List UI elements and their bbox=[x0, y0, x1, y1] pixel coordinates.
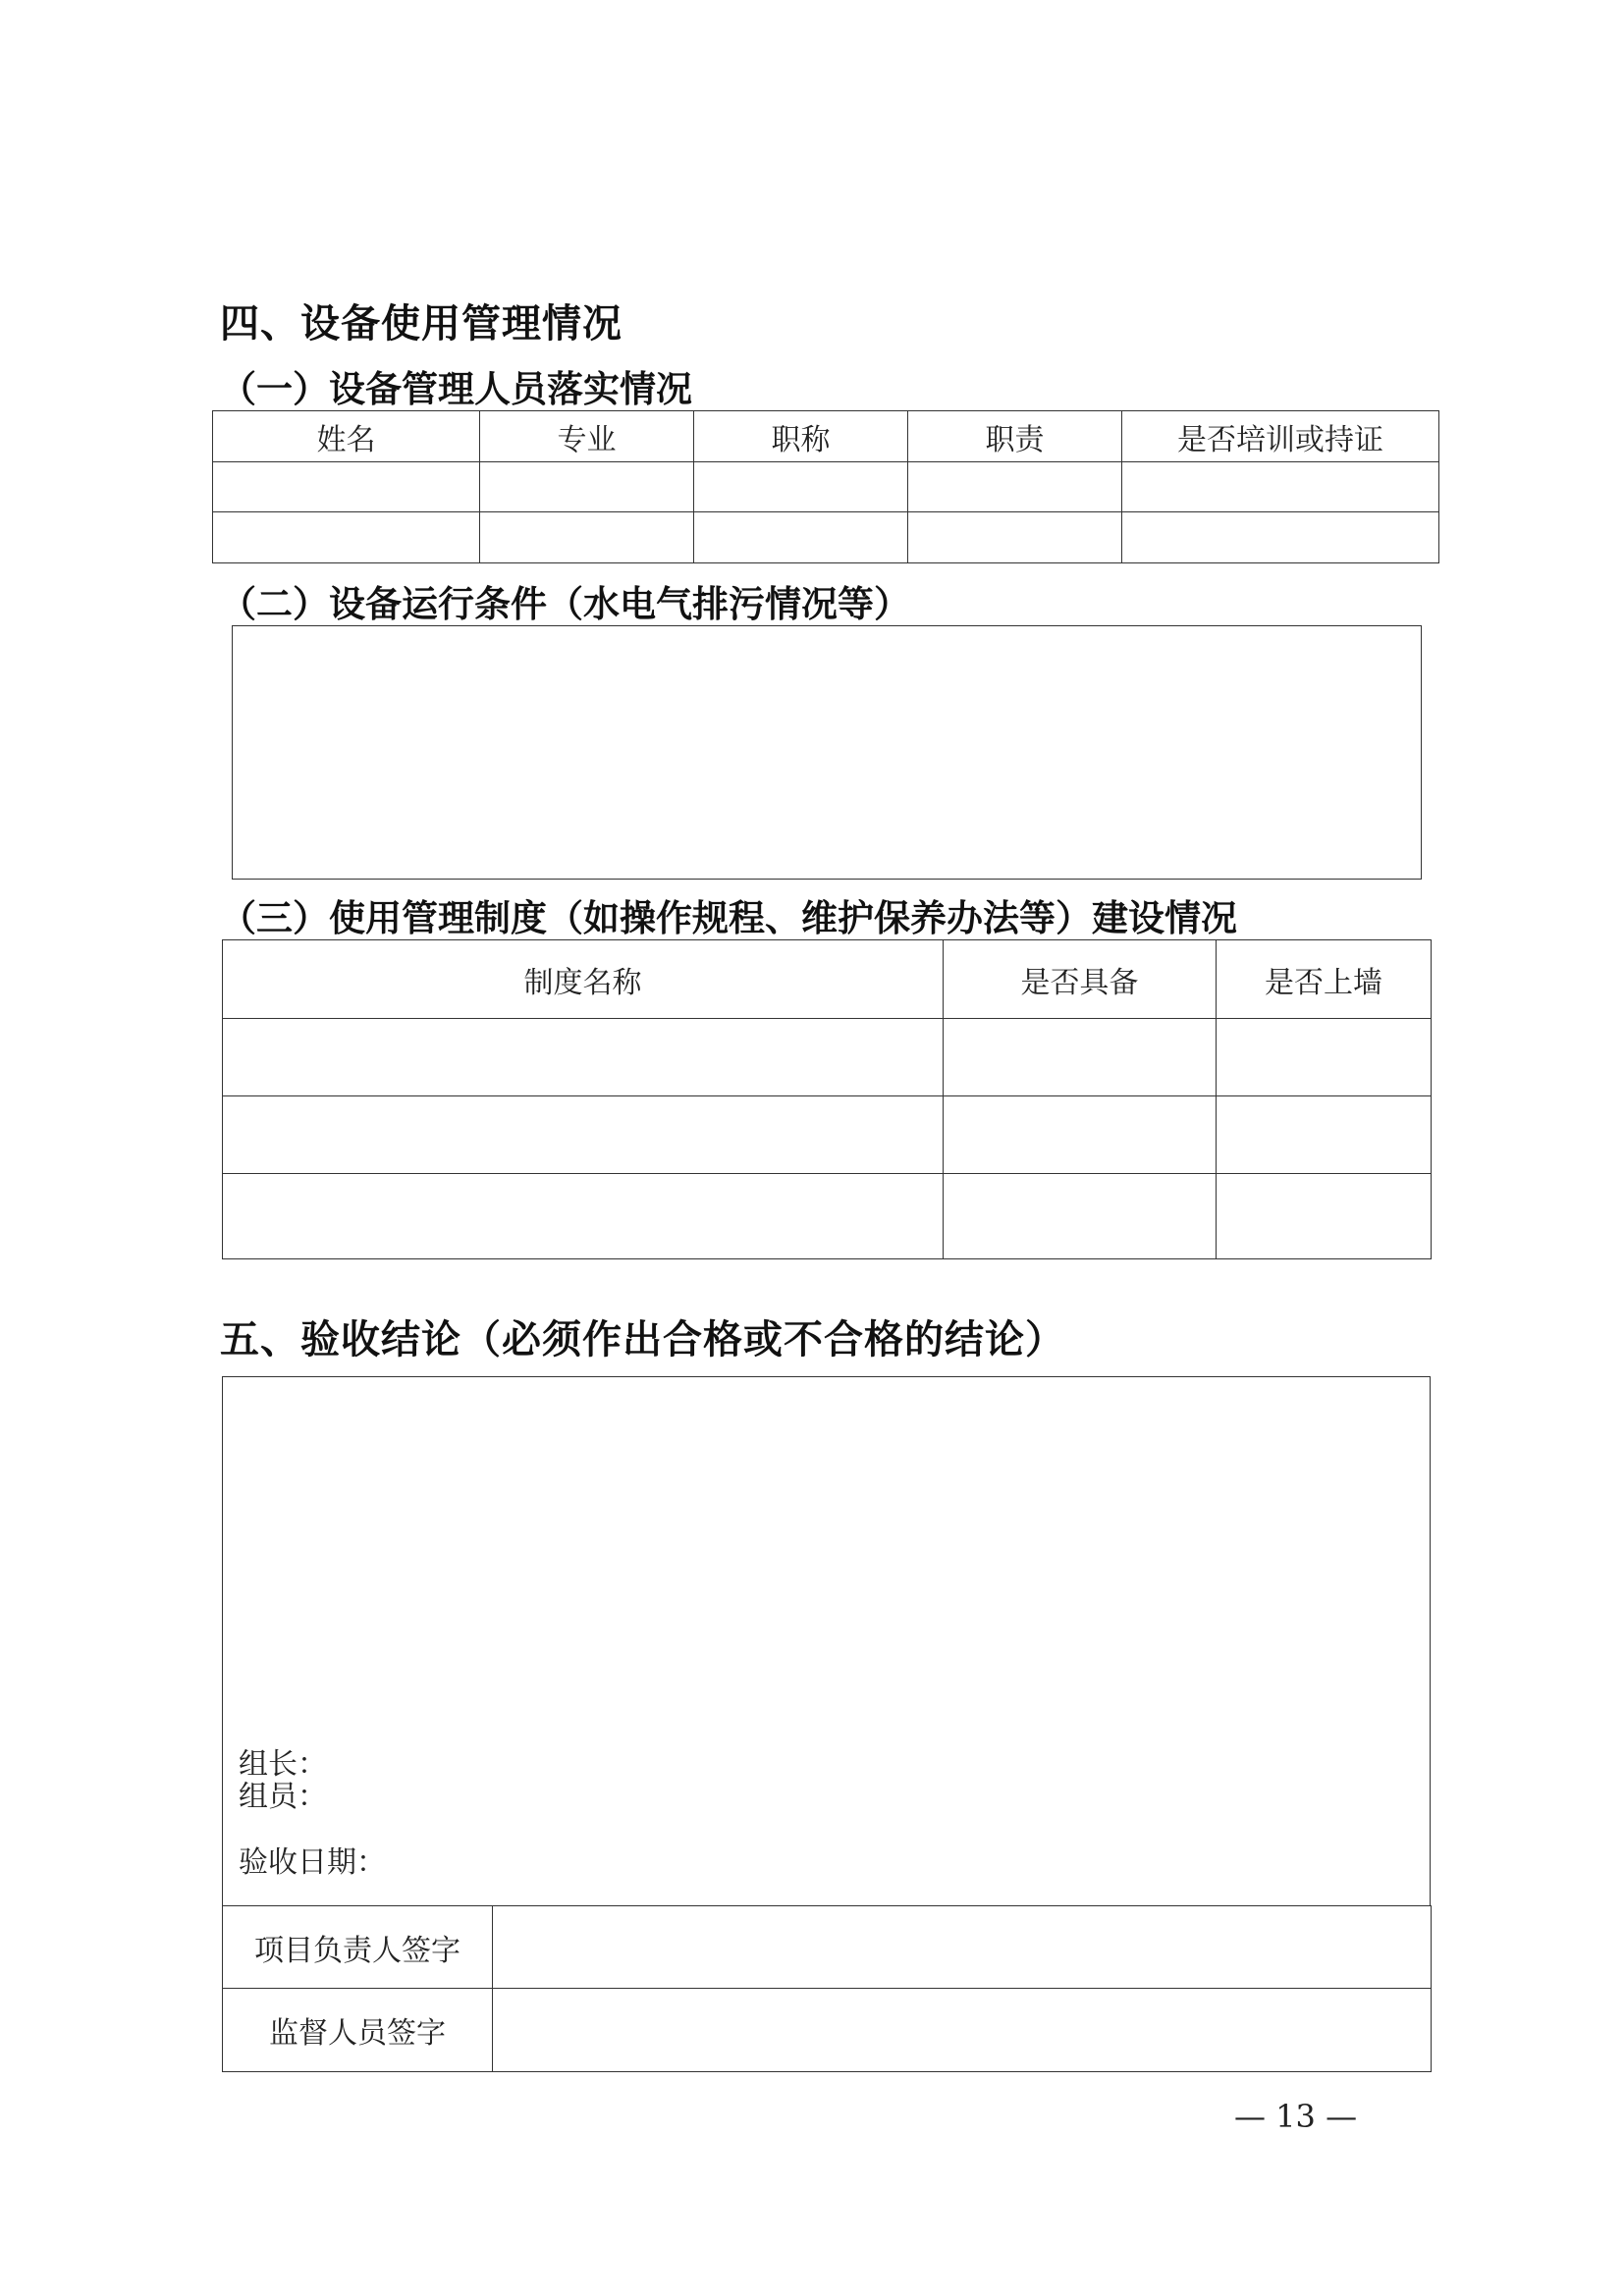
col-header-name: 姓名 bbox=[213, 411, 480, 462]
col-header-available: 是否具备 bbox=[944, 940, 1217, 1019]
table-header-row bbox=[223, 940, 1432, 1019]
member-label: 组员： bbox=[239, 1780, 327, 1814]
table-row bbox=[223, 1989, 1432, 2072]
leader-label: 组长： bbox=[239, 1747, 327, 1782]
table-row bbox=[223, 1096, 1432, 1174]
table-cell[interactable] bbox=[694, 512, 908, 563]
table-cell[interactable] bbox=[223, 1096, 944, 1174]
table-cell[interactable] bbox=[480, 462, 694, 512]
sub3-title: （三）使用管理制度（如操作规程、维护保养办法等）建设情况 bbox=[220, 896, 1237, 939]
col-header-major: 专业 bbox=[480, 411, 694, 462]
table-cell[interactable] bbox=[908, 462, 1122, 512]
conclusion-box[interactable] bbox=[222, 1376, 1431, 1906]
personnel-table bbox=[212, 410, 1439, 563]
table-row bbox=[223, 1019, 1432, 1096]
table-cell[interactable] bbox=[1122, 512, 1439, 563]
page-number: — 13 — bbox=[1234, 2098, 1358, 2135]
table-cell[interactable] bbox=[480, 512, 694, 563]
pm-sign-label: 项目负责人签字 bbox=[223, 1906, 493, 1989]
col-header-posted: 是否上墙 bbox=[1217, 940, 1432, 1019]
signature-table bbox=[222, 1905, 1432, 2072]
table-row bbox=[223, 1174, 1432, 1259]
table-row bbox=[213, 512, 1439, 563]
table-cell[interactable] bbox=[223, 1174, 944, 1259]
table-cell[interactable] bbox=[1217, 1096, 1432, 1174]
sub2-title: （二）设备运行条件（水电气排污情况等） bbox=[220, 582, 910, 625]
table-cell[interactable] bbox=[944, 1096, 1217, 1174]
col-header-rule-name: 制度名称 bbox=[223, 940, 944, 1019]
table-cell[interactable] bbox=[944, 1019, 1217, 1096]
table-row bbox=[223, 1906, 1432, 1989]
supervisor-sign-field[interactable] bbox=[493, 1989, 1432, 2072]
table-cell[interactable] bbox=[694, 462, 908, 512]
col-header-duty: 职责 bbox=[908, 411, 1122, 462]
table-cell[interactable] bbox=[213, 462, 480, 512]
table-cell[interactable] bbox=[908, 512, 1122, 563]
section4-title: 四、设备使用管理情况 bbox=[220, 300, 623, 347]
col-header-certified: 是否培训或持证 bbox=[1122, 411, 1439, 462]
table-cell[interactable] bbox=[1122, 462, 1439, 512]
table-cell[interactable] bbox=[944, 1174, 1217, 1259]
operating-conditions-box[interactable] bbox=[232, 625, 1422, 880]
sub1-title: （一）设备管理人员落实情况 bbox=[220, 367, 692, 410]
col-header-title: 职称 bbox=[694, 411, 908, 462]
date-label: 验收日期： bbox=[239, 1845, 386, 1880]
table-cell[interactable] bbox=[1217, 1019, 1432, 1096]
section5-title: 五、验收结论（必须作出合格或不合格的结论） bbox=[220, 1316, 1065, 1362]
management-rules-table bbox=[222, 939, 1432, 1259]
table-row bbox=[213, 462, 1439, 512]
table-cell[interactable] bbox=[223, 1019, 944, 1096]
table-cell[interactable] bbox=[213, 512, 480, 563]
supervisor-sign-label: 监督人员签字 bbox=[223, 1989, 493, 2072]
table-header-row bbox=[213, 411, 1439, 462]
table-cell[interactable] bbox=[1217, 1174, 1432, 1259]
pm-sign-field[interactable] bbox=[493, 1906, 1432, 1989]
